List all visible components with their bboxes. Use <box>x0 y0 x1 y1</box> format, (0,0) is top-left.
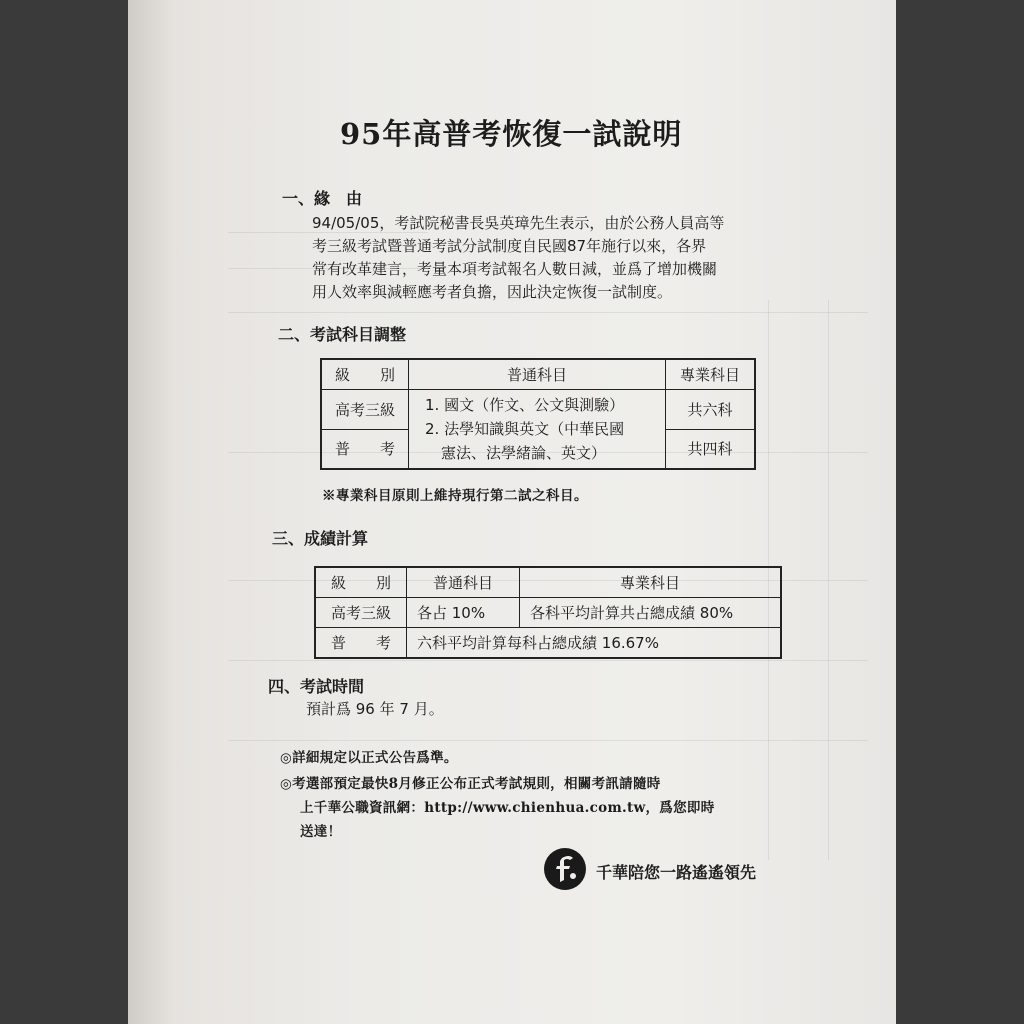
note-line: 送達！ <box>300 824 342 840</box>
merged-score-cell: 六科平均計算每科占總成績 16.67% <box>407 628 782 659</box>
paragraph-line: 考三級考試暨普通考試分試制度自民國87年施行以來，各界 <box>312 237 707 255</box>
bleed-through-line <box>228 740 868 741</box>
paragraph-line: 用人效率與減輕應考者負擔，因此決定恢復一試制度。 <box>312 283 673 301</box>
table-header-row <box>321 359 755 389</box>
table-header-cell: 普通科目 <box>407 567 520 598</box>
subjects-table <box>320 358 756 470</box>
subjects-footnote: ※專業科目原則上維持現行第二試之科目。 <box>322 488 588 504</box>
paragraph-line: 94/05/05，考試院秘書長吳英璋先生表示，由於公務人員高等 <box>312 214 725 232</box>
footer-slogan: 千華陪您一路遙遙領先 <box>596 863 757 882</box>
level-cell: 高考三級 <box>315 598 407 628</box>
note-line: ◎考選部預定最快8月修正公布正式考試規則，相關考訊請隨時 <box>280 776 661 792</box>
professional-cell: 共四科 <box>666 429 756 469</box>
table-header-cell: 專業科目 <box>520 567 782 598</box>
table-header-cell: 級 別 <box>315 567 407 598</box>
general-subject-line: 1. 國文（作文、公文與測驗） <box>425 395 625 414</box>
book-page <box>128 0 896 1024</box>
table-header-row <box>315 567 781 598</box>
table-row <box>315 628 781 659</box>
table-header-cell: 專業科目 <box>666 359 756 389</box>
general-subject-line: 2. 法學知識與英文（中華民國 <box>425 419 625 438</box>
section-heading-exam-time: 四、考試時間 <box>268 677 365 696</box>
bleed-through-line <box>828 300 829 860</box>
table-row <box>321 389 755 429</box>
general-score-cell: 各占 10% <box>407 598 520 628</box>
section-reason-paragraph <box>312 212 782 304</box>
note-line: 上千華公職資訊網：http://www.chienhua.com.tw，爲您即時 <box>300 800 715 816</box>
level-cell: 高考三級 <box>321 389 409 429</box>
page-title: 95年高普考恢復一試說明 <box>340 117 683 151</box>
level-cell: 普 考 <box>315 628 407 659</box>
exam-time-text: 預計爲 96 年 7 月。 <box>306 700 444 718</box>
bleed-through-line <box>228 312 868 313</box>
table-header-cell: 級 別 <box>321 359 409 389</box>
scoring-table <box>314 566 782 659</box>
bleed-through-line <box>228 660 868 661</box>
professional-score-cell: 各科平均計算共占總成績 80% <box>520 598 782 628</box>
section-heading-reason: 一、緣 由 <box>282 189 363 208</box>
section-heading-subjects: 二、考試科目調整 <box>278 325 407 344</box>
level-cell: 普 考 <box>321 429 409 469</box>
general-subject-line: 憲法、法學緒論、英文） <box>441 443 607 462</box>
chienhua-logo-icon <box>542 846 588 896</box>
table-row <box>315 598 781 628</box>
note-exam-rules <box>280 772 715 844</box>
general-subjects-cell <box>409 389 666 469</box>
professional-cell: 共六科 <box>666 389 756 429</box>
note-official-announcement: ◎詳細規定以正式公告爲準。 <box>280 750 458 766</box>
table-header-cell: 普通科目 <box>409 359 666 389</box>
paragraph-line: 常有改革建言，考量本項考試報名人數日減，並爲了增加機關 <box>312 260 718 278</box>
section-heading-scoring: 三、成績計算 <box>272 529 369 548</box>
